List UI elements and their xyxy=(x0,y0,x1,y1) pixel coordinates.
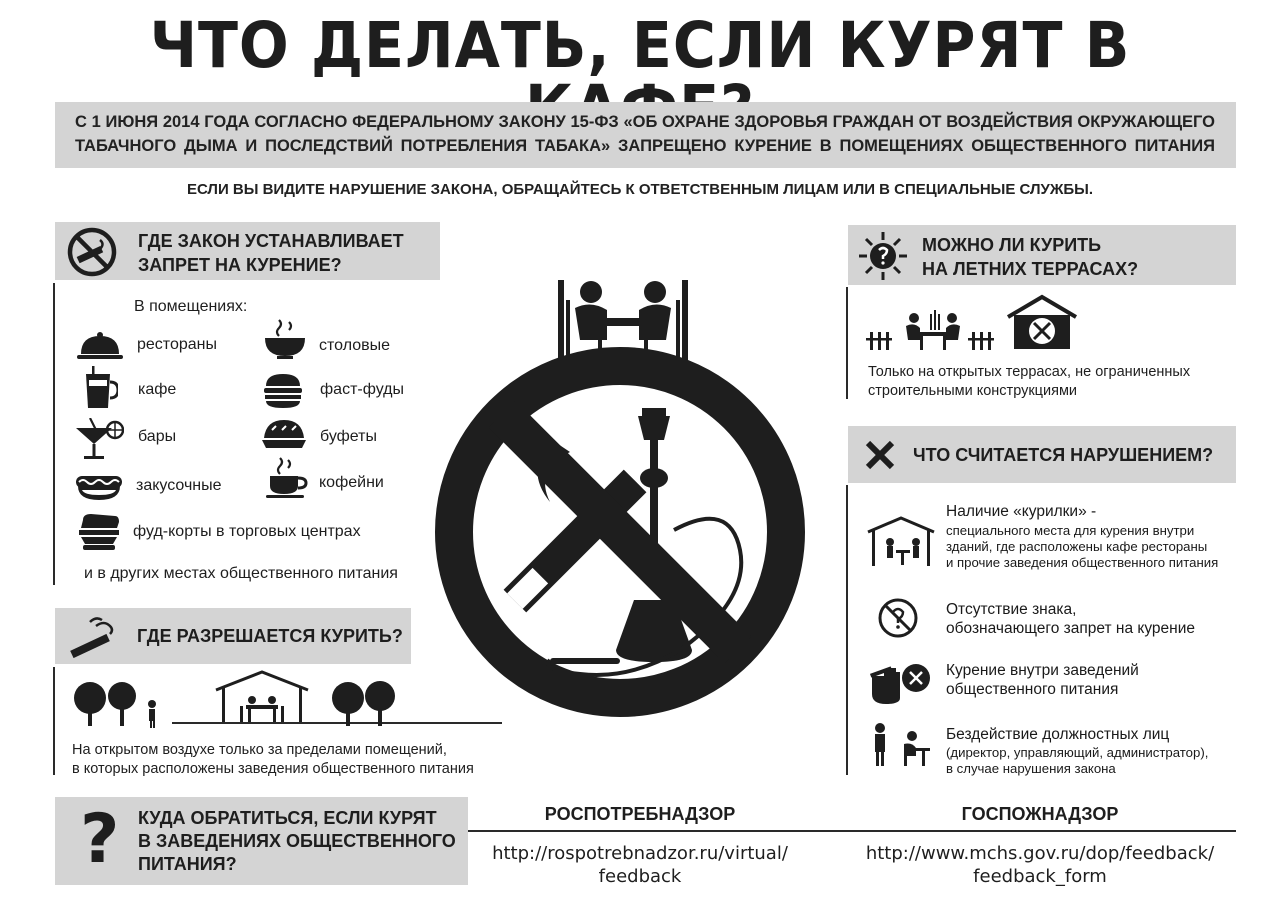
page-title: ЧТО ДЕЛАТЬ, ЕСЛИ КУРЯТ В xyxy=(149,9,1131,82)
question-mark: ? xyxy=(80,800,120,879)
org2-name: ГОСПОЖНАДЗОР xyxy=(961,804,1119,824)
ban-section-title-line1: ГДЕ ЗАКОН УСТАНАВЛИВАЕТ xyxy=(138,231,404,251)
ban-section-title-line2: ЗАПРЕТ НА КУРЕНИЕ? xyxy=(138,255,342,275)
violation4-title: Бездействие должностных лиц xyxy=(946,726,1170,743)
trees-right-icon xyxy=(330,680,400,726)
violation3-line2: общественного питания xyxy=(946,681,1119,698)
sun-icon xyxy=(857,230,909,282)
terrace-section-title-line1: МОЖНО ЛИ КУРИТЬ xyxy=(922,235,1102,255)
cigarette-icon xyxy=(68,614,118,658)
cocktail-icon xyxy=(72,418,124,460)
latte-glass-icon xyxy=(84,366,118,410)
place-coffeeshops: кофейни xyxy=(319,474,384,491)
terrace-section-title-line2: НА ЛЕТНИХ ТЕРРАСАХ? xyxy=(922,259,1139,279)
org2-url-line1[interactable]: http://www.mchs.gov.ru/dop/feedback/ xyxy=(865,843,1215,864)
place-bars: бары xyxy=(138,428,177,445)
inactive-staff-icon xyxy=(868,722,930,766)
terrace-text-line2: строительными конструкциями xyxy=(868,383,1078,399)
place-other: и в других местах общественного питания xyxy=(84,565,398,582)
org1-url-line1[interactable]: http://rospotrebnadzor.ru/virtual/ xyxy=(492,843,788,864)
contact-title-line1: КУДА ОБРАТИТЬСЯ, ЕСЛИ КУРЯТ xyxy=(138,808,437,828)
allowed-text-line1: На открытом воздухе только за пределами помещений, xyxy=(72,742,447,758)
violation1-title: Наличие «курилки» - xyxy=(946,503,1097,520)
violation2-line1: Отсутствие знака, xyxy=(946,601,1077,618)
smoking-room-icon xyxy=(866,516,936,566)
allowed-section-title: ГДЕ РАЗРЕШАЕТСЯ КУРИТЬ? xyxy=(137,626,403,646)
violation3-line1: Курение внутри заведений xyxy=(946,662,1139,679)
cafe-building-icon xyxy=(214,670,310,724)
violation1-line1: специального места для курения внутри xyxy=(946,523,1195,538)
place-restaurants: рестораны xyxy=(137,336,217,353)
no-dining-house-icon xyxy=(1004,293,1080,351)
notice-text: ЕСЛИ ВЫ ВИДИТЕ НАРУШЕНИЕ ЗАКОНА, ОБРАЩАЙТЕСЬ К ОТВЕТСТВЕННЫМ ЛИЦАМ ИЛИ В СПЕЦИАЛЬНЫЕ СЛУЖБЫ. xyxy=(186,181,1094,198)
soup-bowl-icon xyxy=(263,318,307,360)
violation4-line1: (директор, управляющий, администратор), xyxy=(946,745,1209,760)
violation1-line3: и прочие заведения общественного питания xyxy=(946,555,1219,570)
law-text-line1: С 1 ИЮНЯ 2014 ГОДА СОГЛАСНО ФЕДЕРАЛЬНОМУ ЗАКОНУ 15-ФЗ «ОБ ОХРАНЕ ЗДОРОВЬЯ ГРАЖДАН ОТ ВОЗДЕЙСТВИЯ ОКРУЖАЮЩЕГО xyxy=(75,113,1215,131)
violation-section-divider xyxy=(846,485,848,775)
place-foodcourts: фуд-корты в торговых центрах xyxy=(133,523,361,540)
burger-icon xyxy=(264,374,302,408)
org1-name: РОСПОТРЕБНАДЗОР xyxy=(544,804,736,824)
place-buffets: буфеты xyxy=(320,428,377,445)
contact-title-line2: В ЗАВЕДЕНИЯХ ОБЩЕСТВЕННОГО xyxy=(138,831,456,851)
place-snackbars: закусочные xyxy=(136,477,222,494)
outdoor-trees-icon xyxy=(72,680,172,728)
terrace-text-line1: Только на открытых террасах, не ограниченных xyxy=(868,364,1191,380)
place-cafes: кафе xyxy=(138,381,177,398)
place-fastfood: фаст-фуды xyxy=(320,381,405,398)
indoor-subtitle: В помещениях: xyxy=(134,298,248,315)
violation2-line2: обозначающего запрет на курение xyxy=(946,620,1195,637)
allowed-text-line2: в которых расположены заведения общественного питания xyxy=(72,761,474,777)
sandwich-icon xyxy=(79,514,119,550)
org1-url-line2[interactable]: feedback xyxy=(598,866,682,887)
open-terrace-icon xyxy=(866,300,994,352)
hand-cigarette-icon xyxy=(866,658,932,704)
hotdog-icon xyxy=(76,470,122,500)
no-hookah-sign xyxy=(430,270,830,730)
law-text-line2: ТАБАЧНОГО ДЫМА И ПОСЛЕДСТВИЙ ПОТРЕБЛЕНИЯ ТАБАКА» ЗАПРЕЩЕНО КУРЕНИЕ В ПОМЕЩЕНИЯХ ОБЩЕСТВЕННОГО ПИТАНИЯ xyxy=(75,137,1215,155)
missing-sign-icon xyxy=(876,596,920,640)
org2-url-line2[interactable]: feedback_form xyxy=(973,866,1107,887)
terrace-section-divider xyxy=(846,287,848,399)
cloche-icon xyxy=(77,330,123,362)
coffee-cup-icon xyxy=(266,456,308,498)
cross-icon xyxy=(864,439,896,471)
no-smoking-icon xyxy=(66,226,118,278)
allowed-section-divider xyxy=(53,667,55,775)
pie-icon xyxy=(262,420,306,448)
violation1-line2: зданий, где расположены кафе рестораны xyxy=(946,539,1208,554)
violation4-line2: в случае нарушения закона xyxy=(946,761,1116,776)
contact-title-line3: ПИТАНИЯ? xyxy=(138,854,237,874)
violation-section-title: ЧТО СЧИТАЕТСЯ НАРУШЕНИЕМ? xyxy=(913,445,1214,465)
place-canteens: столовые xyxy=(319,337,391,354)
contact-divider-line xyxy=(468,830,1236,832)
ban-section-divider xyxy=(53,283,55,585)
